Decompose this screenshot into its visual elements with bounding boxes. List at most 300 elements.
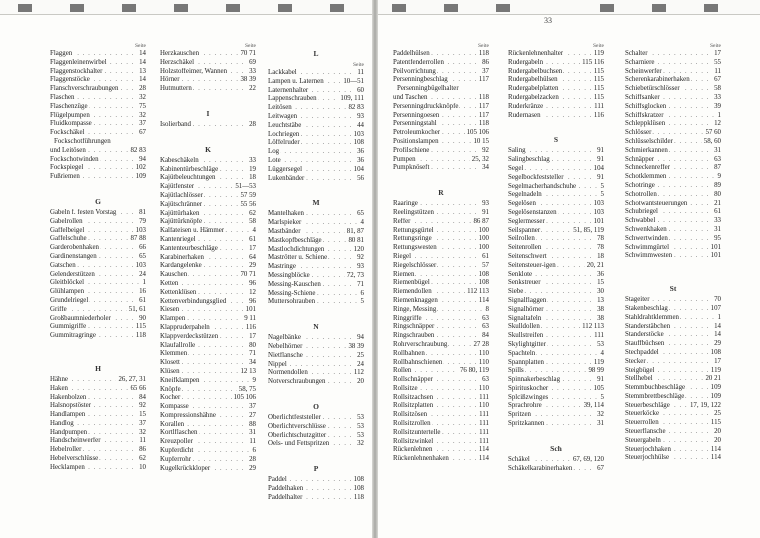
index-entry [393,385,489,394]
entry-page-number: 31 [249,429,256,437]
entry-page-number: 91 [597,173,604,181]
entry-term: Rollbahnen [393,349,425,357]
index-entry [160,298,256,307]
entry-page-number: 76 80, 119 [459,367,489,375]
scan-mark [444,4,458,12]
index-entry [160,218,256,227]
index-entry [508,253,604,262]
entry-term: Spachteln [508,349,536,357]
entry-term: Klüsen [160,367,180,375]
index-entry [508,420,604,429]
entry-page-number: 55 [714,58,721,66]
entry-page-number: 39, 114 [583,402,604,410]
spacer [625,261,721,269]
entry-term: Schnäpper [625,155,655,163]
index-entry [625,446,721,455]
scan-mark [704,4,718,12]
index-entry [393,446,489,455]
entry-term: Kantenteurbeschläge [160,244,218,252]
entry-page-number: 89 [714,181,721,189]
index-entry [160,350,256,359]
letter-heading: R [438,188,444,198]
entry-term: Segel [508,164,524,172]
index-column-5 [508,42,604,473]
index-entry [50,446,146,455]
index-entry [625,156,721,165]
entry-term: Scharniere [625,58,655,66]
index-entry [160,342,256,351]
entry-page-number: 6 [252,447,256,455]
entry-page-number: 62 [139,455,146,463]
entry-page-number: 14 [714,322,721,330]
entry-page-number: 63 [482,323,489,331]
entry-page-number: 84 [139,393,146,401]
entry-page-number: 120 [353,245,364,253]
index-entry [50,323,146,332]
entry-page-number: 11 [357,69,364,76]
index-entry [268,494,364,503]
entry-page-number: 92 [139,402,146,410]
entry-page-number: 114 [710,445,721,453]
index-entry [160,333,256,342]
entry-term: Herzschäkel [160,58,195,66]
entry-page-number: 53 [357,413,364,421]
index-entry [160,324,256,333]
entry-page-number: 5 [600,191,604,199]
index-entry [393,429,489,438]
entry-term: und Leitösen [50,146,86,154]
entry-page-number: 21 [714,199,721,207]
entry-page-number: 1 [717,313,721,321]
scan-mark [600,4,614,12]
entry-page-number: 29 [714,340,721,348]
entry-term: Kabinentürbeschläge [160,165,219,173]
index-entry [393,376,489,385]
index-entry [393,262,489,271]
index-entry [50,156,146,165]
entry-page-number: 17 [249,332,256,340]
index-entry [160,306,256,315]
entry-page-number: 109 [135,173,146,181]
index-entry [50,385,146,394]
index-entry [160,68,256,77]
entry-page-number: 25, 32 [471,155,489,163]
index-entry [160,394,256,403]
entry-term: Rollsitzrollen [393,420,431,428]
index-entry [160,359,256,368]
index-entry [625,367,721,376]
index-entry [393,147,489,156]
index-entry [268,485,364,494]
letter-heading: Sch [550,443,562,453]
entry-term: Schwimmgürtel [625,243,670,251]
index-entry [50,464,146,473]
entry-page-number: 17 [249,244,256,252]
seite-label: Seite [353,62,364,68]
index-entry [625,314,721,323]
entry-term: Gatschen [50,261,76,269]
index-entry [508,209,604,218]
entry-page-number: 63 [482,376,489,384]
entry-term: Kettenverbindungsglied [160,297,227,305]
entry-page-number: 96 [249,279,256,287]
entry-term: Schwenkhaken [625,225,667,233]
entry-page-number: 101 [710,243,721,251]
index-entry [625,454,721,463]
entry-term: Kettenklüsen [160,288,197,296]
entry-term: Stecker [625,357,646,365]
letter-heading: G [95,196,101,206]
entry-page-number: 71 [249,350,256,358]
entry-term: Kupferdicht [160,447,194,455]
entry-term: Peilvorrichtung [393,67,436,75]
entry-page-number: 81, 87 [346,227,364,235]
index-entry [160,289,256,298]
scan-mark [18,4,32,12]
index-entry [508,244,604,253]
index-entry [50,112,146,121]
index-entry [393,367,489,376]
entry-page-number: 58, 60 [703,137,721,145]
index-entry [160,368,256,377]
index-entry [393,50,489,59]
entry-term: Fockspiegel [50,164,84,172]
entry-term: Lukenbänder [268,174,305,182]
entry-page-number: 100 [478,226,489,234]
index-entry [393,209,489,218]
entry-term: Flaschen [50,93,75,101]
entry-term: Griffe [50,305,67,313]
index-entry [508,297,604,306]
entry-page-number: 114 [710,454,721,462]
scan-mark [70,4,84,12]
entry-term: Gleitblöckel [50,279,85,287]
index-entry [393,76,489,85]
entry-page-number: 12 [249,288,256,296]
index-entry [393,156,489,165]
entry-term: Positionslampen [393,137,439,145]
index-column-3 [268,42,364,502]
index-entry [625,393,721,402]
entry-term: Rollschnäpper [393,376,433,384]
index-entry [268,166,364,175]
entry-term: Kreuzpoller [160,438,193,446]
index-entry [625,208,721,217]
index-entry [268,298,364,307]
index-entry [160,121,256,130]
entry-term: Haken [50,384,68,392]
spacer [393,173,489,181]
index-entry [393,279,489,288]
entry-page-number: 34 [249,359,256,367]
index-entry [508,376,604,385]
index-entry [50,253,146,262]
entry-term: Kalfateisen u. Hämmer [160,227,225,235]
spacer [160,94,256,102]
letter-heading: M [312,198,320,208]
entry-term: Reelingstützen [393,208,434,216]
entry-page-number: 111 [479,428,489,436]
entry-page-number: 33 [714,93,721,101]
index-entry [508,165,604,174]
entry-term: Spills [508,367,524,375]
entry-page-number: 24 [357,360,364,368]
scan-mark [278,4,292,12]
index-entry [625,200,721,209]
entry-term: Gummigriffe [50,323,87,331]
index-entry [625,59,721,68]
index-entry [508,191,604,200]
index-entry [508,156,604,165]
entry-term: Spinnakerbeschlag [508,376,561,384]
entry-term: Ruderkränze [508,102,544,110]
index-entry [625,428,721,437]
entry-page-number: 108 [353,139,364,147]
index-column-4 [393,42,489,464]
index-entry [508,200,604,209]
index-entry [50,94,146,103]
entry-term: Flaggen [50,50,73,57]
entry-term: Handlog [50,419,74,427]
index-entry [393,94,489,103]
index-entry [160,174,256,183]
index-entry [160,236,256,245]
entry-term: Paddel [268,476,287,484]
index-entry [160,280,256,289]
entry-page-number: 118 [478,120,489,128]
entry-page-number: 94 [139,155,146,163]
scan-mark [330,4,344,12]
index-entry [268,246,364,255]
entry-page-number: 28 [249,120,256,128]
entry-page-number: 29 [249,464,256,472]
entry-term: Riemendollen [393,288,432,296]
entry-term: Rollsitzwinkel [393,437,434,445]
index-entry [625,437,721,446]
letter-heading: P [313,464,319,474]
entry-term: Persenningstahl [393,120,437,128]
entry-term: Garderobenhaken [50,244,99,252]
index-entry [160,377,256,386]
index-entry [268,352,364,361]
entry-term: Klaufallrolle [160,341,196,349]
entry-page-number: 20 [714,428,721,436]
entry-page-number: 19 [249,165,256,173]
index-entry [625,419,721,428]
index-entry [268,432,364,441]
entry-term: Lote [268,156,281,164]
entry-term: Rettungsringe [393,235,432,243]
entry-term: Kajütlachlösser [160,191,203,199]
index-entry [625,349,721,358]
index-entry [268,148,364,157]
index-entry [393,306,489,315]
scan-mark [174,4,188,12]
index-entry [393,129,489,138]
index-entry [625,85,721,94]
entry-term: Schotwantsteuerungen [625,199,688,207]
entry-term: Rollsitzplatten [393,402,434,410]
entry-term: Segelösenstanzen [508,208,557,216]
entry-page-number: 12 [714,120,721,128]
entry-term: Messingblöcke [268,271,310,279]
index-column-2 [160,42,256,473]
entry-page-number: 119 [593,358,604,366]
index-entry [393,394,489,403]
entry-page-number: 110 [478,402,489,410]
entry-term: Notverschraubungen [268,378,326,386]
entry-term: Stemmbrettbeschläge [625,392,685,400]
entry-page-number: 115 [135,323,146,331]
entry-term: Handlampen [50,411,86,419]
index-entry [393,402,489,411]
index-entry [160,59,256,68]
entry-page-number: 93 [357,263,364,271]
entry-page-number: 118 [353,493,364,501]
entry-page-number: 67 [714,76,721,84]
entry-term: und Taschen [393,93,428,101]
entry-page-number: 17 [714,357,721,365]
index-entry [268,219,364,228]
index-entry [160,227,256,236]
entry-term: Salingbeschlag [508,156,550,164]
entry-term: Rettungsgürtel [393,226,434,234]
seite-label: Seite [245,43,256,49]
entry-term: Persenningoesen [393,111,440,119]
index-entry [508,350,604,359]
entry-term: Schneckenreffer [625,164,671,172]
entry-page-number: 11 [249,438,256,446]
index-entry [268,290,364,299]
spacer [160,130,256,138]
left-page-top-strip [0,0,372,15]
entry-term: Splcißzwinges [508,393,549,401]
entry-term: Gaffelschuhe [50,235,87,243]
entry-term: Marlspieker [268,219,302,227]
entry-term: Mastkopfbeschläge [268,236,322,244]
entry-term: Laternenhalter [268,86,309,94]
entry-page-number: 117 [478,111,489,119]
entry-page-number: 58 [249,218,256,226]
entry-term: Lüggersegel [268,165,303,173]
index-entry [393,253,489,262]
entry-page-number: 20 [714,436,721,444]
entry-term: Rückenlehnenhaken [393,455,449,463]
entry-page-number: 86 [139,446,146,454]
entry-term: Signalhörner [508,305,544,313]
entry-page-number: 58, 75 [238,385,256,393]
index-entry [625,129,721,138]
entry-page-number: 20 21 [705,375,721,383]
index-entry [508,306,604,315]
entry-term: Hörner [160,76,180,84]
entry-page-number: 64 [249,253,256,261]
entry-page-number: 38 39 [240,76,256,84]
entry-term: Kabeschäkeln [160,156,199,164]
entry-term: Persenningbeschlag [393,76,448,84]
entry-term: Kocher [160,394,181,402]
entry-page-number: 110 [478,358,489,366]
entry-term: Muttersohrauben [268,298,316,306]
entry-term: Fluidkompasse [50,120,92,128]
index-entry [50,129,146,138]
entry-page-number: 27 [249,411,256,419]
entry-term: Schiebetürschlösser [625,85,680,93]
entry-page-number: 53 [357,422,364,430]
entry-term: Mastlochdichtungen [268,245,325,253]
index-entry [508,50,604,59]
index-entry [393,112,489,121]
entry-page-number: 117 [478,102,489,110]
index-entry [50,297,146,306]
entry-page-number: 92 [482,146,489,154]
index-entry [508,147,604,156]
entry-term: Spritzkannen [508,420,545,428]
index-entry [50,262,146,271]
entry-page-number: 63 [482,314,489,322]
entry-page-number: 103 [593,208,604,216]
entry-page-number: 80 81 [348,236,364,244]
index-entry [393,332,489,341]
entry-page-number: 55 56 [240,200,256,208]
entry-term: Messing-Kauschen [268,280,321,288]
entry-term: Kneifklampen [160,376,200,384]
entry-term: Schäkelkarabinerhaken [508,464,573,472]
entry-page-number: 111 [479,437,489,445]
entry-page-number: 67, 69, 120 [572,455,604,463]
entry-term: Flanschverschraubungen [50,85,119,93]
entry-term: Petroleumkocher [393,129,441,137]
entry-page-number: 61 [249,235,256,243]
entry-page-number: 115 [710,419,721,427]
entry-term: Hakenbolzen [50,393,87,401]
index-entry [625,103,721,112]
entry-page-number: 53 [597,340,604,348]
entry-term: Oberlichtschutzgitter [268,431,327,439]
index-entry [160,157,256,166]
entry-page-number: 105 106 [233,394,256,402]
entry-term: Lackkabel [268,69,297,76]
entry-term: Messing-Schiene [268,289,316,297]
entry-term: Karabinerhaken [160,253,204,261]
entry-page-number: 112 113 [582,323,604,331]
index-entry [268,228,364,237]
entry-term: Stahldrahtklemmen [625,313,679,321]
index-entry [625,76,721,85]
index-entry [268,87,364,96]
index-entry [393,164,489,173]
entry-term: Kajüttürhaken [160,209,200,217]
index-entry [50,76,146,85]
index-entry [50,332,146,341]
entry-page-number: 78 [597,235,604,243]
entry-page-number: 33 [249,67,256,75]
scan-mark [496,4,510,12]
entry-page-number: 13 [139,67,146,75]
index-entry [50,50,146,59]
entry-page-number: 10 15 [473,137,489,145]
entry-page-number: 34 [482,164,489,172]
entry-page-number: 108 [710,348,721,356]
index-entry [508,332,604,341]
entry-page-number: 115 [593,93,604,101]
entry-term: Steuerbeschläge [625,401,670,409]
entry-term: Signalflaggen [508,296,547,304]
entry-page-number: 9 11 [244,315,256,323]
entry-term: Stakenbeschlag [625,304,668,312]
entry-page-number: 109 [710,384,721,392]
entry-term: Korallen [160,420,185,428]
